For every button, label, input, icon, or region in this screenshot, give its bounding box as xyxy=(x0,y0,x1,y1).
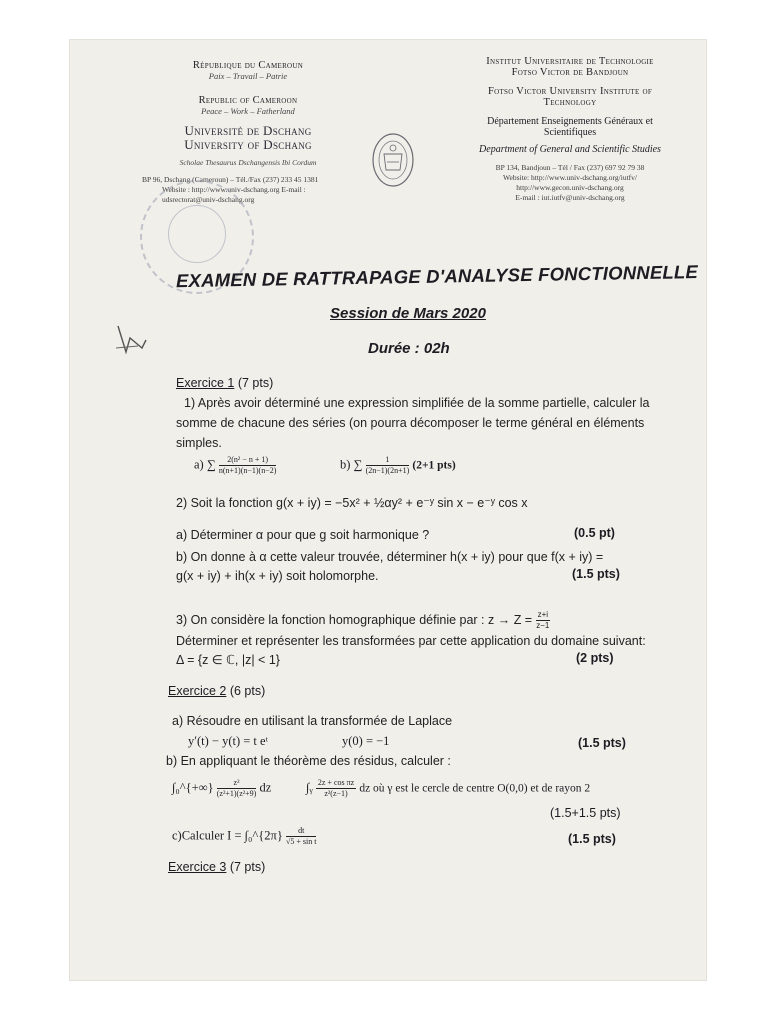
dept-fr-2: Scientifiques xyxy=(543,127,597,138)
ex1-q1-points: (2+1 pts) xyxy=(412,459,456,472)
exam-duration: Durée : 02h xyxy=(368,340,450,357)
exercise-1-title: Exercice 1 xyxy=(176,376,235,390)
ex1-q3-den: z−1 xyxy=(536,621,550,630)
right-contact-3: http://www.gecon.univ-dschang.org xyxy=(516,183,624,192)
university-en: University of Dschang xyxy=(184,137,312,152)
ex1-q1a-den: n(n+1)(n−1)(n−2) xyxy=(218,466,277,475)
ex2-qb-int2-fraction xyxy=(316,778,356,799)
exercise-1-points: (7 pts) xyxy=(237,376,274,390)
ex2-qb-integral-2 xyxy=(306,778,590,799)
ex2-qb-int1-den: (z²+1)(z²+9) xyxy=(216,789,257,798)
ex1-q3-points: (2 pts) xyxy=(576,651,614,665)
signature-mark-icon xyxy=(112,318,152,363)
ex1-q2b-line1: b) On donne à α cette valeur trouvée, déterminer h(x + iy) pour que f(x + iy) = xyxy=(176,550,604,564)
exercise-1-heading xyxy=(176,376,273,390)
ex2-qa-text: a) Résoudre en utilisant la transformée de Laplace xyxy=(172,714,453,728)
ex2-qb-int1-fraction xyxy=(217,778,257,799)
header-right xyxy=(450,56,690,203)
institute-en-1: Fotso Victor University Institute of xyxy=(487,86,653,97)
ex1-q2a-text: a) Déterminer α pour que g soit harmonique ? xyxy=(176,528,430,542)
ex1-q1b-label: b) ∑ xyxy=(340,457,363,472)
ex1-q1-line3: simples. xyxy=(176,436,222,450)
ex1-q1a xyxy=(194,455,276,476)
ex1-q1a-label: a) ∑ xyxy=(194,457,216,472)
motto-fr: Paix – Travail – Patrie xyxy=(208,71,288,81)
right-contact-1: BP 134, Bandjoun – Tél / Fax (237) 697 92 79 38 xyxy=(495,163,645,172)
ex2-qc-points: (1.5 pts) xyxy=(568,832,616,846)
ex1-q1b-num: 1 xyxy=(366,455,410,466)
ex2-qb-int2-bounds: ∫ᵧ xyxy=(306,780,313,795)
ex2-qb-int1-dz: dz xyxy=(259,780,272,795)
ex2-qc xyxy=(172,826,316,847)
ex1-q2b-points: (1.5 pts) xyxy=(572,567,620,581)
right-contact-2: Website: http://www.univ-dschang.org/iutfv/ xyxy=(503,173,637,182)
ex1-q3-line1 xyxy=(176,610,550,631)
ex2-qb-int1-num: z² xyxy=(217,778,257,789)
exercise-3-title: Exercice 3 xyxy=(168,860,227,874)
ex1-q3-fraction xyxy=(536,610,550,631)
ex1-q3-line3: Δ = {z ∈ ℂ, |z| < 1} xyxy=(176,653,280,667)
ex2-qc-text: c)Calculer I = ∫₀^{2π} xyxy=(172,828,283,843)
dept-fr-1: Département Enseignements Généraux et xyxy=(487,116,653,127)
ex1-q1a-fraction xyxy=(219,455,277,476)
ex2-qb-int2-num: 2z + cos πz xyxy=(317,778,355,787)
ex2-qa-points: (1.5 pts) xyxy=(578,736,626,750)
ex2-qb-text: b) En appliquant le théorème des résidus, calculer : xyxy=(166,754,451,768)
country-en: Republic of Cameroon xyxy=(198,95,298,106)
ex1-q1-line2: somme de chacune des séries (on pourra décomposer le terme général en éléments xyxy=(176,416,645,430)
country-fr: République du Cameroun xyxy=(192,60,304,71)
right-contact-4: E-mail : iut.iutfv@univ-dschang.org xyxy=(515,193,625,202)
ex2-qb-integral-1 xyxy=(172,778,271,799)
exercise-2-title: Exercice 2 xyxy=(168,684,227,698)
ex2-qc-den: √5 + sin t xyxy=(285,837,317,846)
exercise-2-heading xyxy=(168,684,265,698)
ex2-qb-int2-tail: dz où γ est le cercle de centre O(0,0) et de rayon 2 xyxy=(359,782,591,795)
exam-session: Session de Mars 2020 xyxy=(330,305,486,322)
ex1-q1b-fraction xyxy=(366,455,410,476)
slogan: Scholae Thesaurus Dschangensis Ibi Cordum xyxy=(179,158,317,167)
ex1-q3-line2: Déterminer et représenter les transformées par cette application du domaine suivant: xyxy=(176,634,646,648)
institute-fr-1: Institut Universitaire de Technologie xyxy=(486,56,654,67)
ex2-qc-fraction xyxy=(286,826,316,847)
ex2-qa-eq1: y′(t) − y(t) = t eᵗ xyxy=(188,734,268,748)
dept-en: Department of General and Scientific Studies xyxy=(479,144,661,155)
university-emblem-icon xyxy=(370,132,416,193)
ex1-q2-text: 2) Soit la fonction g(x + iy) = −5x² + ½αy² + e⁻ʸ sin x − e⁻ʸ cos x xyxy=(176,496,528,510)
stamp-inner-ring xyxy=(168,205,226,263)
contact-line-3: udsrectorat@univ-dschang.org xyxy=(162,195,255,204)
institute-en-2: Technology xyxy=(543,97,597,108)
ex1-q2a-points: (0.5 pt) xyxy=(574,526,615,540)
exam-title: EXAMEN DE RATTRAPAGE D'ANALYSE FONCTIONNELLE xyxy=(175,261,699,292)
motto-en: Peace – Work – Fatherland xyxy=(201,106,295,116)
ex1-q1-line1: 1) Après avoir déterminé une expression simplifiée de la somme partielle, calculer la xyxy=(184,396,650,410)
ex1-q1b xyxy=(340,455,456,476)
institute-fr-2: Fotso Victor de Bandjoun xyxy=(511,67,629,78)
ex1-q1b-den: (2n−1)(2n+1) xyxy=(365,466,410,475)
ex2-qb-int2-den: z²(z−1) xyxy=(324,789,348,798)
exercise-3-heading xyxy=(168,860,265,874)
contact-line-2: Website : http://www.univ-dschang.org E-mail : xyxy=(162,185,306,194)
ex1-q3-num: z+i xyxy=(537,610,549,619)
header-left xyxy=(138,60,358,205)
exercise-3-points: (7 pts) xyxy=(229,860,266,874)
ex1-q2b-line2: g(x + iy) + ih(x + iy) soit holomorphe. xyxy=(176,569,379,583)
ex2-qc-num: dt xyxy=(286,826,316,837)
university-fr: Université de Dschang xyxy=(184,123,312,138)
exercise-2-points: (6 pts) xyxy=(229,684,266,698)
ex2-qa-eq2: y(0) = −1 xyxy=(342,734,390,748)
ex1-q3-text: 3) On considère la fonction homographique définie par : z → Z = xyxy=(176,612,533,627)
ex2-qb-int1-bounds: ∫₀^{+∞} xyxy=(172,780,214,795)
contact-line-1: BP 96, Dschang (Cameroun) – Tél./Fax (237) 233 45 1381 xyxy=(142,175,319,184)
ex2-qb-points: (1.5+1.5 pts) xyxy=(550,806,621,820)
ex1-q1a-num: 2(n² − n + 1) xyxy=(219,455,277,466)
